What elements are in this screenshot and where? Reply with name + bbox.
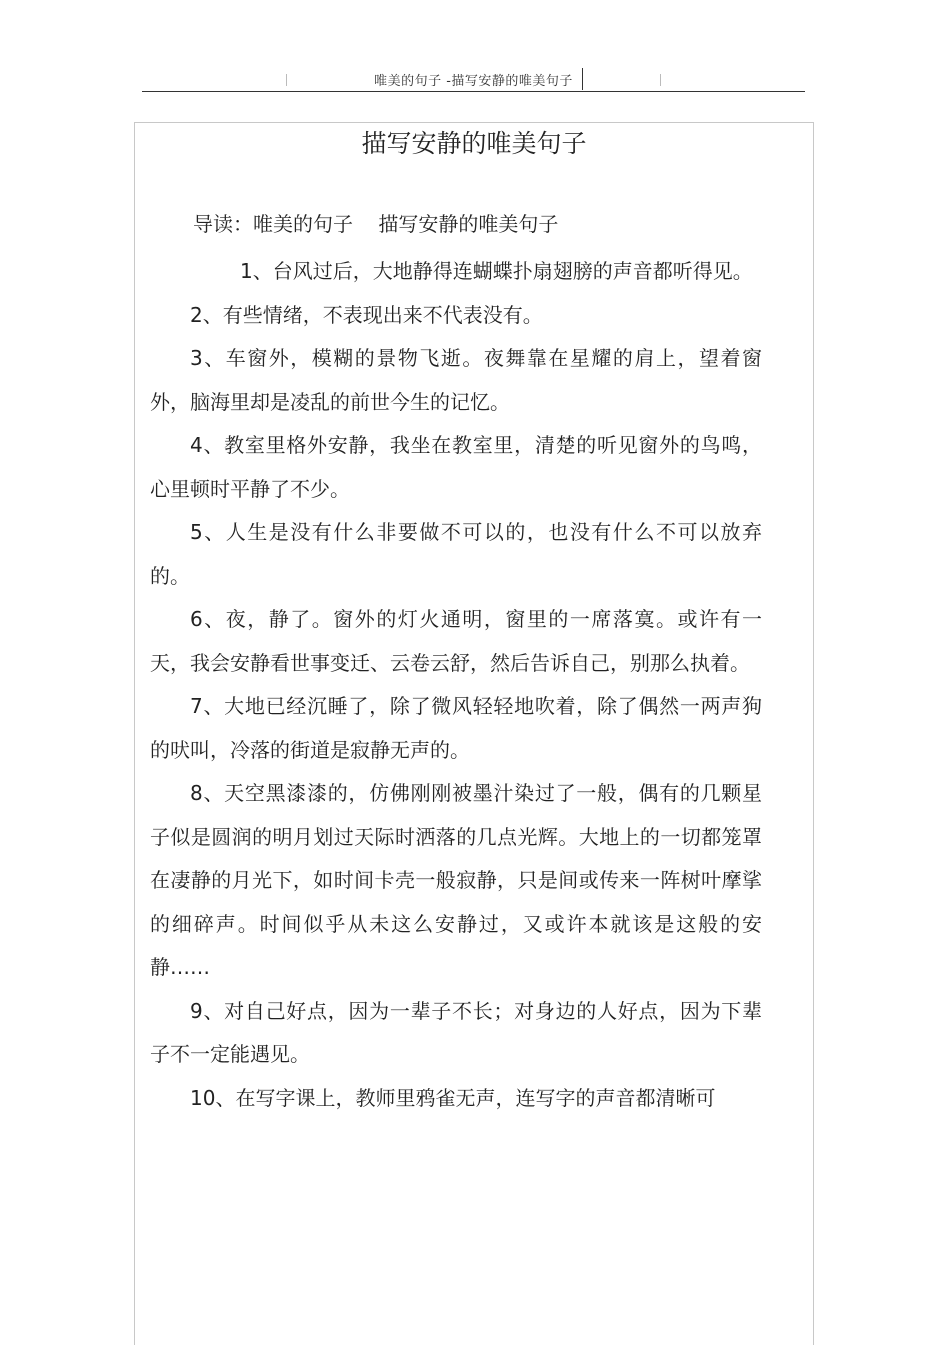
paragraph: 9、对自己好点，因为一辈子不长；对身边的人好点，因为下辈子不一定能遇见。 — [150, 998, 762, 1066]
paragraph: 5、人生是没有什么非要做不可以的，也没有什么不可以放弃的。 — [150, 520, 762, 588]
paragraph: 6、夜，静了。窗外的灯火通明，窗里的一席落寞。或许有一天，我会安静看世事变迁、云卷云舒，然后告诉自己，别那么执着。 — [150, 607, 762, 675]
document-body — [150, 250, 762, 1120]
paragraph: 1、台风过后，大地静得连蝴蝶扑扇翅膀的声音都听得见。 — [240, 259, 753, 283]
intro-line: 导读：唯美的句子 描写安静的唯美句子 — [193, 212, 559, 236]
paragraph: 4、教室里格外安静，我坐在教室里，清楚的听见窗外的鸟鸣，心里顿时平静了不少。 — [150, 433, 762, 501]
paragraph: 7、大地已经沉睡了，除了微风轻轻地吹着，除了偶然一两声狗的吠叫，冷落的街道是寂静无声的。 — [150, 694, 762, 762]
document-title: 描写安静的唯美句子 — [361, 129, 587, 158]
paragraph: 8、天空黑漆漆的，仿佛刚刚被墨汁染过了一般，偶有的几颗星子似是圆润的明月划过天际时洒落的几点光辉。大地上的一切都笼罩在凄静的月光下，如时间卡壳一般寂静，只是间或传来一阵树叶摩挲的细碎声。时间似乎从未这么安静过，又或许本就该是这般的安静…… — [150, 781, 762, 979]
header-text: 唯美的句子 -描写安静的唯美句子 — [374, 74, 573, 89]
page-header — [142, 66, 805, 92]
paragraph: 3、车窗外，模糊的景物飞逝。夜舞靠在星耀的肩上，望着窗外，脑海里却是凌乱的前世今生的记忆。 — [150, 346, 762, 414]
paragraph: 2、有些情绪，不表现出来不代表没有。 — [190, 302, 543, 327]
paragraph: 10、在写字课上，教师里鸦雀无声，连写字的声音都清晰可 — [190, 1085, 716, 1110]
